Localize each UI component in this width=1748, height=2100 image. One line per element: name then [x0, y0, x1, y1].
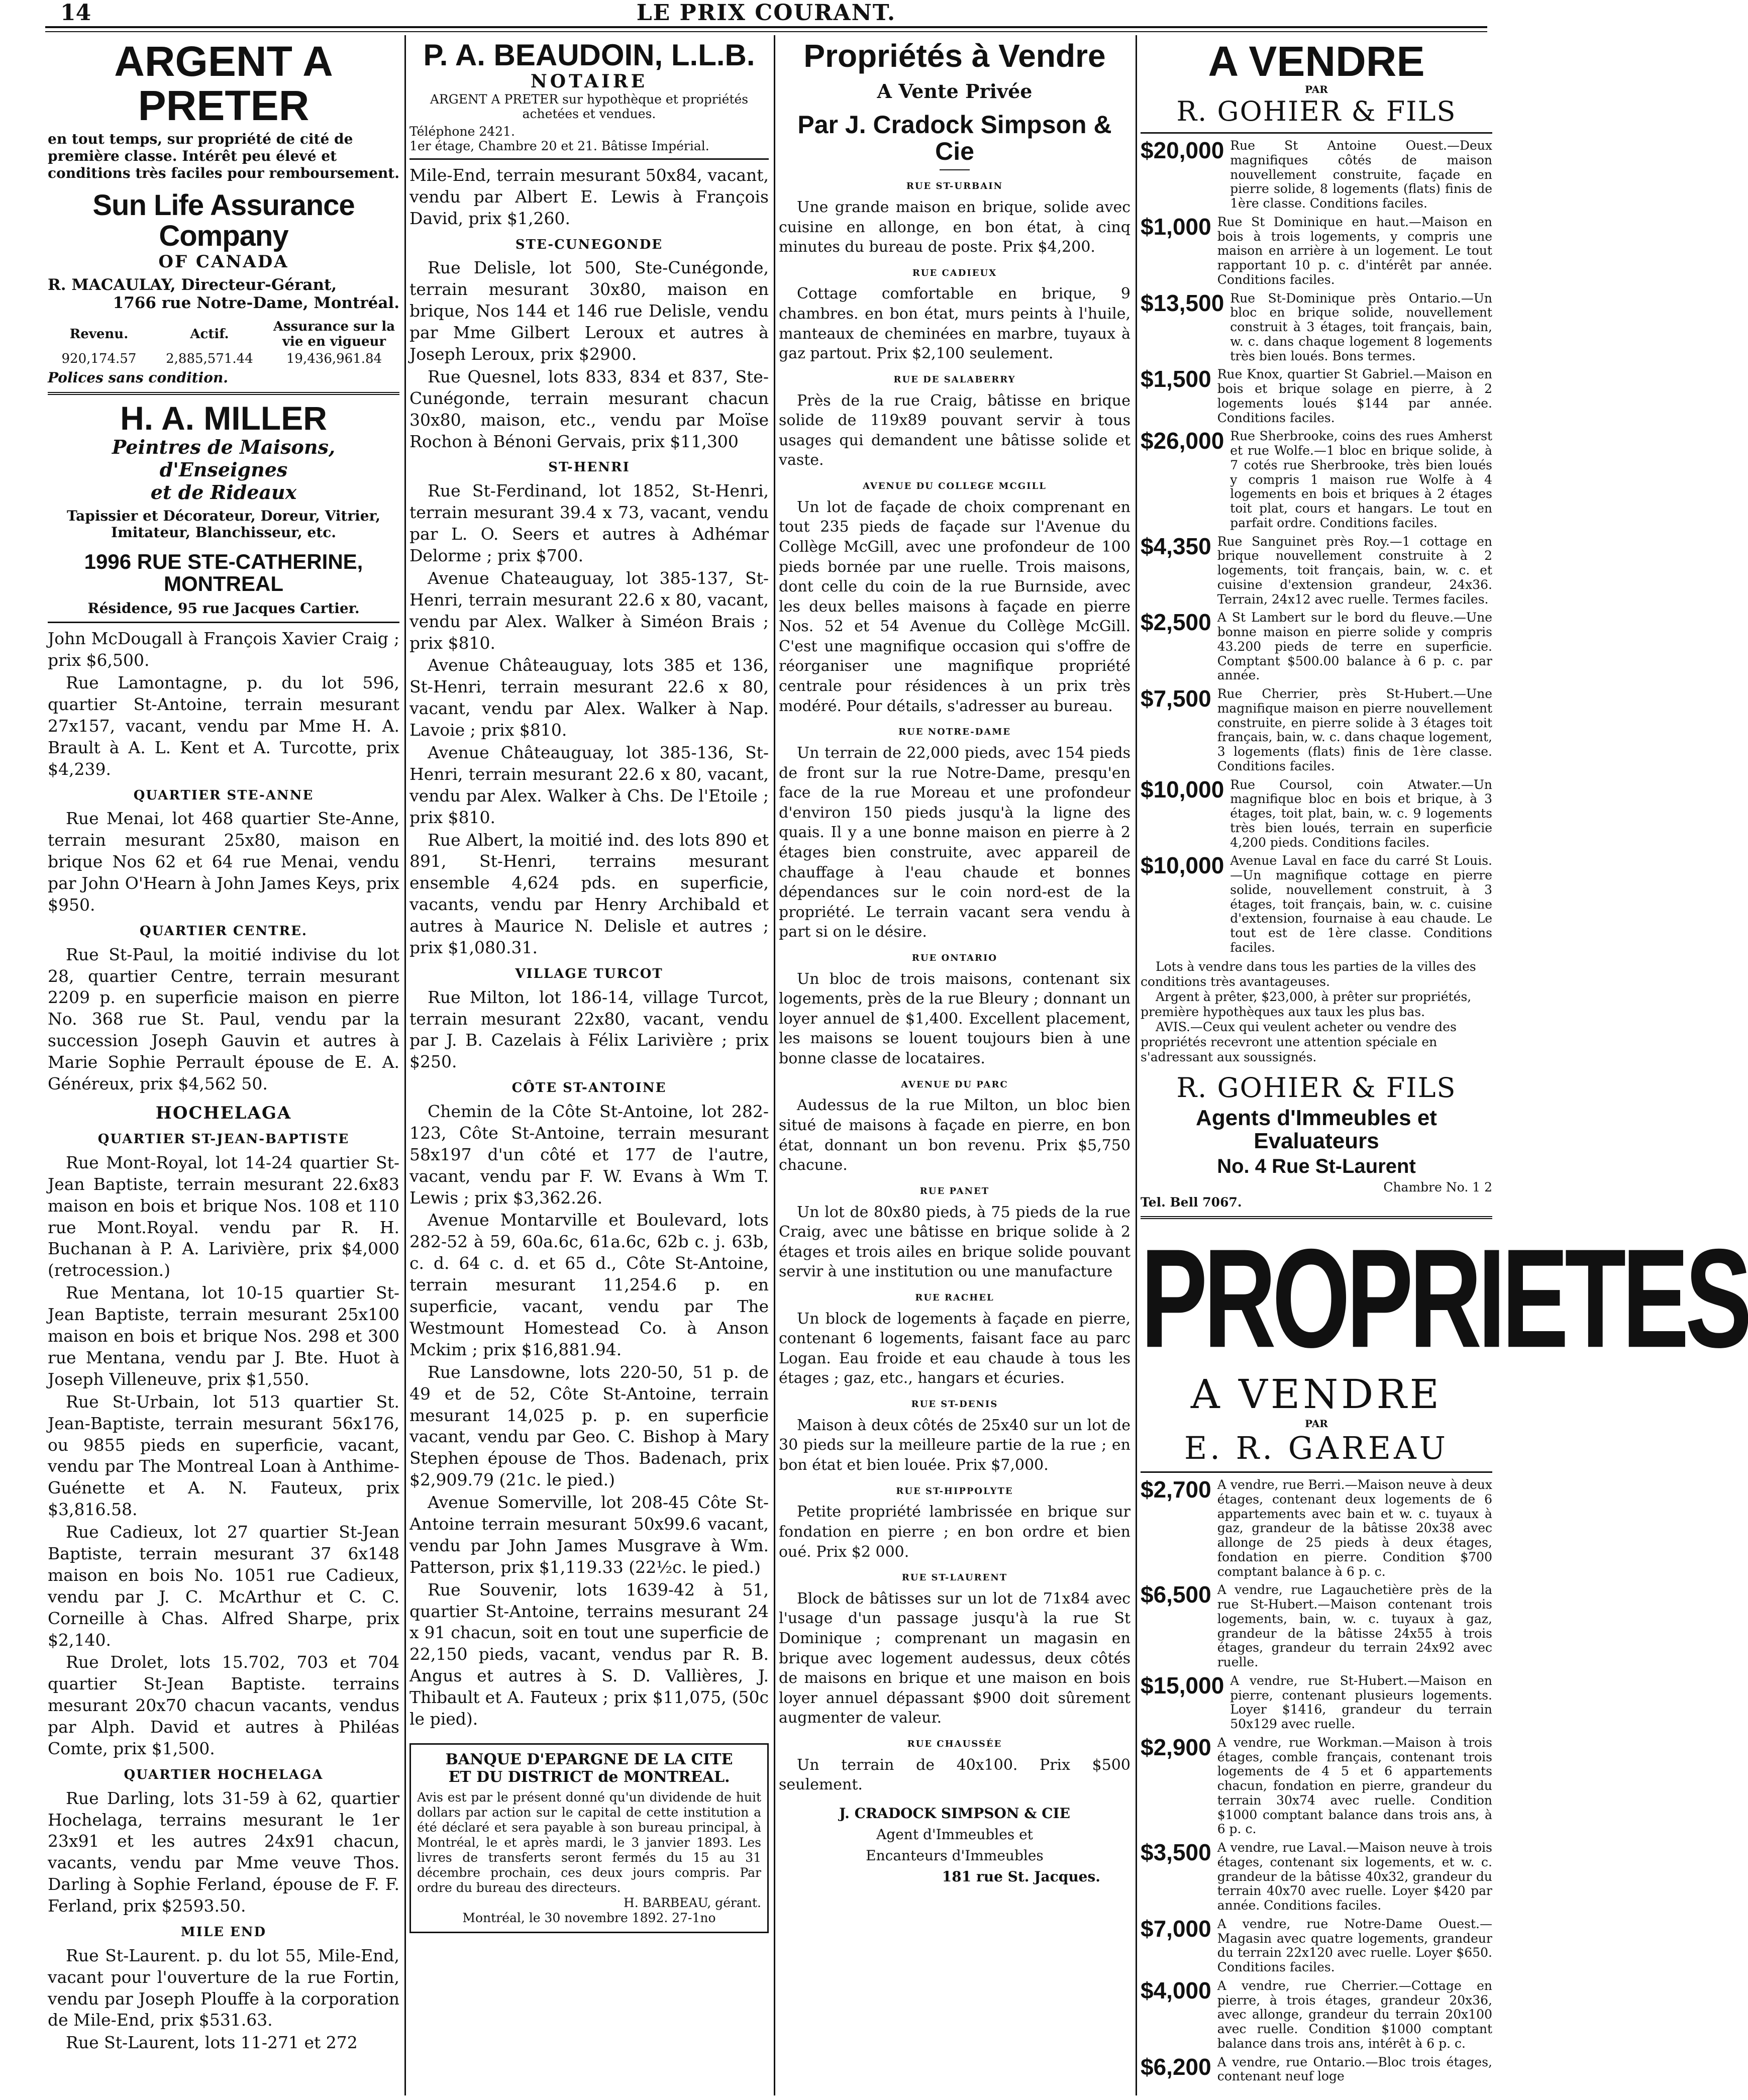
header-revenu: Revenu.: [69, 326, 129, 342]
sunlife-address: 1766 rue Notre-Dame, Montréal.: [113, 293, 399, 312]
sale-item: John McDougall à François Xavier Craig ; prix $6,500.: [48, 629, 399, 670]
masthead: [45, 0, 1487, 24]
street-heading: RUE CADIEUX: [912, 267, 997, 278]
lots-notice: Lots à vendre dans tous les parties de la villes des conditions très avantageuses.: [1141, 959, 1476, 989]
proprietes-by: Par J. Cradock Simpson & Cie: [797, 111, 1112, 165]
sale-item: Rue Albert, la moitié ind. des lots 890 et 891, St-Henri, terrains mesurant ensemble 4,624 pds. en superficie, vacants, vendu par Henry Archibald et autres à Maurice N. Delisle et autres ; prix $1,080.31.: [409, 830, 769, 957]
miller-trades: Tapissier et Décorateur, Doreur, Vitrier, Imitateur, Blanchisseur, etc.: [66, 508, 381, 541]
street-heading: RUE NOTRE-DAME: [898, 727, 1011, 738]
property-item: Une grande maison en brique, solide avec cuisine en allonge, en bon état, à cinq minutes du bureau de poste. Prix $4,200.: [779, 198, 1130, 256]
column-3: [779, 39, 1130, 2099]
sale-item: Rue Souvenir, lots 1639-42 à 51, quartier St-Antoine, terrains mesurant 24 x 91 chacun, soit en tout une superficie de 22,150 pieds, vacant, vendus par R. B. Angus et autres à S. D. Vallières, J. Thibault et A. Fauteux ; prix $11,075, (50c le pied).: [409, 1579, 769, 1729]
listing-price: $3,500: [1141, 1839, 1211, 1866]
listing-desc: Rue Knox, quartier St Gabriel.—Maison en bois et brique solage en pierre, à 2 logements loués $144 par année. Conditions faciles.: [1217, 367, 1492, 425]
sale-item: Rue St-Urbain, lot 513 quartier St. Jean-Baptiste, terrain mesurant 56x176, ou 9855 pieds en superficie, vacant, vendu par The Montreal Loan à Anthime-Guénette et A. N. Fauteux, prix $3,816.58.: [48, 1391, 399, 1520]
argent-title: ARGENT A PRETER: [114, 38, 333, 130]
bank-notice: [409, 1743, 769, 1933]
listing-price: $4,350: [1141, 533, 1211, 559]
property-item: Un block de logements à façade en pierre, contenant 6 logements, faisant face au parc Logan. Eau froide et eau chaude à tous les étages ; gaz, etc., hangars et écuries.: [779, 1310, 1130, 1387]
listing: [1141, 611, 1492, 683]
sale-item: Mile-End, terrain mesurant 50x84, vacant, vendu par Albert E. Lewis à François David, prix $1,260.: [409, 165, 769, 228]
section-heading: QUARTIER STE-ANNE: [133, 787, 314, 803]
listing-price: $10,000: [1141, 852, 1224, 879]
sale-item: Avenue Somerville, lot 208-45 Côte St-Antoine terrain mesurant 50x99.6 vacant, vendu par John James Musgrave à Wm. Patterson, prix $1,119.33 (22½c. le pied.): [409, 1492, 769, 1577]
listing: [1141, 1736, 1492, 1837]
column-4: [1141, 38, 1748, 2099]
section-heading: ST-HENRI: [548, 460, 630, 475]
header-actif: Actif.: [190, 326, 229, 342]
property-item: Un terrain de 40x100. Prix $500 seulement.: [779, 1756, 1130, 1794]
sunlife-title: Sun Life Assurance Company: [92, 189, 355, 253]
signature-line: Agent d'Immeubles et: [876, 1826, 1033, 1843]
listing: [1141, 1583, 1492, 1670]
listing: [1141, 1841, 1492, 1913]
section-heading: STE-CUNEGONDE: [515, 237, 663, 252]
listing: [1141, 139, 1492, 211]
listing-desc: A vendre, rue Ontario.—Bloc trois étages, contenant neuf loge: [1217, 2054, 1492, 2084]
sale-item: Avenue Châteauguay, lots 385 et 136, St-Henri, terrain mesurant 22.6 x 80, vacant, vendu par Alex. Walker à Nap. Lavoie ; prix $810.: [409, 655, 769, 740]
value-assurance: 19,436,961.84: [286, 351, 382, 366]
listing: [1141, 367, 1492, 425]
bank-text: Avis est par le présent donné qu'un dividende de huit dollars par action sur le capital de cette institution a été déclaré et sera payable à son bureau principal, à Montréal, le et après mardi, le 3 janvier 1893. Les livres de transferts seront fermés du 15 au 31 décembre prochain, ces deux jours compris. Par ordre du bureau des directeurs.: [417, 1789, 761, 1895]
sale-item: Rue Quesnel, lots 833, 834 et 837, Ste-Cunégonde, terrain mesurant chacun 30x80, maison, etc., vendu par Moïse Rochon à Bénoni Gervais, prix $11,300: [409, 366, 769, 451]
property-item: Maison à deux côtés de 25x40 sur un lot de 30 pieds sur la meilleure partie de la rue ; en bon état et bien louée. Prix $7,000.: [779, 1416, 1130, 1474]
sale-item: Avenue Chateauguay, lot 385-137, St-Henri, terrain mesurant 22.6 x 80, vacant, vendu par Alex. Walker à Siméon Brais ; prix $810.: [409, 568, 769, 653]
street-heading: AVENUE DU COLLEGE MCGILL: [863, 480, 1047, 491]
miller-address: 1996 RUE STE-CATHERINE, MONTREAL: [84, 550, 363, 596]
street-heading: RUE ST-HIPPOLYTE: [896, 1485, 1013, 1496]
sale-item: Rue St-Laurent, lots 11-271 et 272: [66, 2033, 358, 2053]
listing-desc: Rue Coursol, coin Atwater.—Un magnifique bloc en bois et brique, à 3 étages, toit plat, bain, w. c. 9 logements très bien loués, terrain en superficie 4,200 pieds. Conditions faciles.: [1230, 777, 1492, 850]
avis-notice: AVIS.—Ceux qui veulent acheter ou vendre des propriétés recevront une attention spéciale en s'adressant aux soussignés.: [1141, 1019, 1457, 1064]
column-divider: [404, 35, 406, 2095]
listing-desc: A vendre, rue St-Hubert.—Maison en pierre, contenant plusieurs logements. Loyer $1416, grandeur du terrain 50x129 avec ruelle.: [1230, 1673, 1492, 1732]
miller-subtitle-1: Peintres de Maisons, d'Enseignes: [112, 436, 336, 481]
listing-desc: Avenue Laval en face du carré St Louis.—Un magnifique cottage en pierre solide, nouvellement construit, à 3 étages, toit français, bain, w. c. cuisine d'extension, fournaise à eau chaude. Le tout est de 1ère classe. Conditions faciles.: [1230, 853, 1492, 955]
street-heading: RUE ST-URBAIN: [906, 181, 1003, 192]
listing: [1141, 215, 1492, 287]
beaudoin-office: 1er étage, Chambre 20 et 21. Bâtisse Impérial.: [409, 139, 709, 153]
listing-desc: A vendre, rue Notre-Dame Ouest.—Magasin avec quatre logements, grandeur du terrain 22x120 avec ruelle. Loyer $650. Conditions faciles.: [1217, 1916, 1492, 1975]
listing: [1141, 429, 1492, 530]
signature-address: 181 rue St. Jacques.: [942, 1868, 1100, 1885]
value-actif: 2,885,571.44: [166, 351, 253, 366]
listing-price: $20,000: [1141, 137, 1224, 164]
sunlife-subtitle: OF CANADA: [158, 251, 289, 272]
listing: [1141, 687, 1492, 774]
sunlife-note: Polices sans condition.: [48, 369, 229, 386]
listing-desc: A vendre, rue Workman.—Maison à trois étages, comble français, contenant trois logements de 4 5 et 6 appartements chacun, fondation en pierre, grandeur du terrain 30x74 avec ruelle. Condition $1000 comptant balance dans trois ans, à 6 p. c.: [1217, 1735, 1492, 1837]
bank-date: Montréal, le 30 novembre 1892. 27-1no: [462, 1910, 716, 1925]
argent-text: en tout temps, sur propriété de cité de première classe. Intérêt peu élevé et conditions très faciles pour remboursement.: [48, 131, 399, 181]
street-heading: RUE ST-DENIS: [911, 1399, 998, 1410]
listing: [1141, 1674, 1492, 1732]
listing-price: $1,500: [1141, 366, 1211, 392]
column-1: [48, 39, 399, 2099]
property-item: Audessus de la rue Milton, un bloc bien situé de maisons à façade en pierre, en bon état, donnant un bon revenu. Prix $5,750 chacune.: [779, 1096, 1130, 1174]
section-heading: MILE END: [180, 1925, 267, 1940]
listing-desc: Rue Cherrier, près St-Hubert.—Une magnifique maison en pierre nouvellement construite, en pierre solide à 3 étages toit français, bain, w. c. dans chaque logement, 3 logements (flats) finis de 1ère classe. Conditions faciles.: [1217, 686, 1492, 773]
masthead-rule-thin: [45, 31, 1487, 32]
section-heading: QUARTIER HOCHELAGA: [124, 1767, 324, 1782]
listing-desc: A St Lambert sur le bord du fleuve.—Une bonne maison en pierre solide y compris 43.200 pieds de terre en superficie. Comptant $500.00 balance à 6 p. c. par année.: [1217, 610, 1492, 683]
listing-desc: A vendre, rue Laval.—Maison neuve à trois étages, contenant six logements, et w. c. grandeur de la bâtisse 40x32, grandeur du terrain 40x70 avec ruelle. Loyer $420 par année. Conditions faciles.: [1217, 1840, 1492, 1913]
miller-residence: Résidence, 95 rue Jacques Cartier.: [87, 600, 360, 617]
beaudoin-notaire: NOTAIRE: [530, 71, 648, 92]
property-item: Petite propriété lambrissée en brique sur fondation en pierre ; en bon ordre et bien oué. Prix $2 000.: [779, 1503, 1130, 1561]
masthead-rule: [45, 26, 1487, 28]
listing-desc: A vendre, rue Berri.—Maison neuve à deux étages, contenant deux logements de 6 appartements avec bain et w. c. tuyaux à gaz, grandeur de la bâtisse 20x38 avec allonge de 25 pieds à deux étages, fondation en pierre. Condition $700 comptant balance à 6 p. c.: [1217, 1477, 1492, 1579]
street-heading: RUE ST-LAURENT: [901, 1572, 1008, 1583]
gohier-agents: Agents d'Immeubles et Evaluateurs: [1196, 1105, 1437, 1153]
gareau-listings: [1141, 1478, 1492, 2084]
street-heading: RUE DE SALABERRY: [893, 374, 1016, 385]
page-number: 14: [60, 0, 91, 26]
sale-item: Chemin de la Côte St-Antoine, lot 282-123, Côte St-Antoine, terrain mesurant 58x197 d'un côté et 177 de l'autre, vacant, vendu par F. W. Evans à Wm T. Lewis ; prix $3,362.26.: [409, 1102, 769, 1208]
column-2: [409, 39, 769, 2099]
bank-signer: H. BARBEAU, gérant.: [623, 1895, 761, 1910]
value-revenu: 920,174.57: [61, 351, 137, 366]
proprietes-title: Propriétés à Vendre: [803, 38, 1106, 74]
sales-list-1: [48, 628, 399, 2054]
sale-item: Rue Menai, lot 468 quartier Ste-Anne, terrain mesurant 25x80, maison en brique Nos 62 et 64 rue Menai, vendu par John O'Hearn à John James Keys, prix $950.: [48, 809, 399, 915]
listing-price: $2,500: [1141, 609, 1211, 636]
property-item: Cottage comfortable en brique, 9 chambres. en bon état, murs peints à l'huile, manteaux de cheminées en marbre, tuyaux à gaz partout. Prix $2,100 seulement.: [779, 285, 1130, 363]
cradock-signature: [779, 1803, 1130, 1887]
property-item: Block de bâtisses sur un lot de 71x84 avec l'usage d'un passage jusqu'à la rue St Dominique ; comprenant un magasin en brique avec logement audessus, deux côtés de maisons en brique et une maison en bois loyer annuel dépassant $900 doit sûrement augmenter de valeur.: [779, 1589, 1130, 1727]
proprietes-big-sub: A VENDRE: [1190, 1371, 1443, 1418]
street-heading: RUE PANET: [919, 1185, 990, 1196]
listing-price: $26,000: [1141, 428, 1224, 454]
sale-item: Rue Mentana, lot 10-15 quartier St-Jean Baptiste, terrain mesurant 25x100 maison en bois et brique Nos. 298 et 300 rue Mentana, vendu par J. Bte. Huot à Joseph Villeneuve, prix $1,550.: [48, 1283, 399, 1389]
listing-price: $7,500: [1141, 685, 1211, 712]
sale-item: Rue St-Laurent. p. du lot 55, Mile-End, vacant pour l'ouverture de la rue Fortin, vendu par Joseph Plouffe à la corporation de Mile-End, prix $531.63.: [48, 1945, 399, 2030]
sale-item: Rue Cadieux, lot 27 quartier St-Jean Baptiste, terrain mesurant 37 6x148 maison en bois No. 1051 rue Cadieux, vendu par J. C. McArthur et C. C. Corneille à Chas. Alfred Sharpe, prix $2,140.: [48, 1522, 399, 1650]
listing: [1141, 2055, 1492, 2084]
street-heading: AVENUE DU PARC: [901, 1079, 1008, 1090]
listing-price: $6,200: [1141, 2053, 1211, 2080]
property-item: Un lot de 80x80 pieds, à 75 pieds de la rue Craig, avec une bâtisse en brique solide à 2 étages et trois ailes en brique solide pouvant servir à une institution ou une manufacture: [779, 1203, 1130, 1281]
beaudoin-phone: Téléphone 2421.: [409, 124, 515, 139]
section-heading: VILLAGE TURCOT: [515, 966, 663, 981]
listing-desc: A vendre, rue Lagauchetière près de la rue St-Hubert.—Maison contenant trois logements, bain, w. c. tuyaux à gaz, grandeur de la bâtisse 24x55 à trois étages, grandeur du terrain 24x92 avec ruelle.: [1217, 1582, 1492, 1670]
listing-desc: Rue St-Dominique près Ontario.—Un bloc en brique solide, nouvellement construit à 3 étages, toit français, bain, w. c. dans chaque logement 8 logements très bien loués. Bons termes.: [1230, 290, 1492, 363]
listing-desc: Rue St Dominique en haut.—Maison en bois à trois logements, y compris une maison en arrière à un logement. Le tout rapportant 10 p. c. d'intérêt par année. Conditions faciles.: [1217, 214, 1492, 287]
street-heading: RUE CHAUSSÉE: [907, 1739, 1002, 1749]
sale-item: Rue Mont-Royal, lot 14-24 quartier St-Jean Baptiste, terrain mesurant 22.6x83 maison en bois et brique Nos. 108 et 110 rue Mont.Royal. vendu par R. H. Buchanan à P. A. Larivière, prix $4,000 (retrocession.): [48, 1152, 399, 1280]
property-item: Près de la rue Craig, bâtisse en brique solide de 119x89 pouvant servir à tous usages qui demandent une bâtisse solide et vaste.: [779, 391, 1130, 469]
listing-price: $2,900: [1141, 1734, 1211, 1760]
gohier-address: No. 4 Rue St-Laurent: [1217, 1155, 1416, 1178]
gohier-firm: R. GOHIER & FILS: [1176, 95, 1457, 128]
section-heading: QUARTIER CENTRE.: [140, 923, 307, 939]
sale-item: Rue St-Paul, la moitié indivise du lot 28, quartier Centre, terrain mesurant 2209 p. en superficie maison en pierre No. 368 rue St. Paul, vendu par la succession Joseph Gauvin et autres à Marie Sophie Perrault épouse de E. A. Généreux, prix $4,562 50.: [48, 944, 399, 1094]
signature-firm: J. CRADOCK SIMPSON & CIE: [839, 1805, 1070, 1822]
proprietes-big-title: PROPRIETES: [1141, 1220, 1748, 1377]
listing-desc: Rue Sanguinet près Roy.—1 cottage en brique nouvellement construite à 2 logements, toit français, bain, w. c. et cuisine d'extension grandeur, 24x36. Terrain, 24x12 avec ruelle. Termes faciles.: [1217, 534, 1492, 607]
sale-item: Rue Lansdowne, lots 220-50, 51 p. de 49 et de 52, Côte St-Antoine, terrain mesurant 14,025 p. p. en superficie vacant, vendu par Geo. C. Bishop à Mary Stephen épouse de Thos. Badenach, prix $2,909.79 (21c. le pied.): [409, 1362, 769, 1490]
signature-line: Encanteurs d'Immeubles: [866, 1847, 1044, 1864]
proprietes-subtitle: A Vente Privée: [877, 80, 1033, 103]
sale-item: Rue Lamontagne, p. du lot 596, quartier St-Antoine, terrain mesurant 27x157, vacant, vendu par Mme H. A. Brault à A. L. Kent et A. Turcotte, prix $4,239.: [48, 673, 399, 779]
listing-desc: A vendre, rue Cherrier.—Cottage en pierre, à trois étages, grandeur 20x36, avec allonge, grandeur du terrain 20x100 avec ruelle. Condition $1000 comptant balance dans trois ans, intérêt à 6 p. c.: [1217, 1978, 1492, 2051]
listing: [1141, 1979, 1492, 2051]
property-list: [779, 180, 1130, 1795]
street-heading: RUE RACHEL: [915, 1292, 994, 1303]
sale-item: Rue Milton, lot 186-14, village Turcot, terrain mesurant 22x80, vacant, vendu par J. B. Cazelais à Félix Larivière ; prix $250.: [409, 987, 769, 1072]
listing-price: $15,000: [1141, 1672, 1224, 1698]
sunlife-table: [48, 318, 399, 367]
property-item: Un bloc de trois maisons, contenant six logements, près de la rue Bleury ; donnant un loyer annuel de $1,400. Excellent placement, les maisons se louent toujours bien à une bonne classe de locataires.: [779, 970, 1130, 1068]
sale-item: Rue Delisle, lot 500, Ste-Cunégonde, terrain mesurant 30x80, maison en brique, Nos 144 et 146 rue Delisle, vendu par Mme Gilbert Leroux et autres à Joseph Leroux, prix $2900.: [409, 258, 769, 364]
argent-notice: Argent à prêter, $23,000, à prêter sur propriétés, première hypothèques aux taux les plus bas.: [1141, 989, 1472, 1019]
listing-desc: Rue St Antoine Ouest.—Deux magnifiques côtés de maison nouvellement construite, façade en pierre solide, 8 logements (flats) finis de 1ère classe. Conditions faciles.: [1230, 138, 1492, 211]
sale-item: Avenue Châteauguay, lot 385-136, St-Henri, terrain mesurant 22.6 x 80, vacant, vendu par Alex. Walker à Chs. De l'Etoile ; prix $810.: [409, 742, 769, 827]
sale-item: Avenue Montarville et Boulevard, lots 282-52 à 59, 60a.6c, 61a.6c, 62b c. j. 63b, c. d. 64 c. d. et 65 d., Côte St-Antoine, terrain mesurant 11,254.6 p. en superficie, vacant, vendu par The Westmount Homestead Co. à Anson Mckim ; prix $16,881.94.: [409, 1210, 769, 1359]
listing: [1141, 291, 1492, 364]
listing-price: $6,500: [1141, 1581, 1211, 1608]
a-vendre-title: A VENDRE: [1208, 38, 1425, 85]
gohier-tel: Tel. Bell 7067.: [1141, 1195, 1242, 1210]
miller-title: H. A. MILLER: [120, 399, 327, 437]
listing-price: $4,000: [1141, 1977, 1211, 2004]
sunlife-director: R. MACAULAY, Directeur-Gérant,: [48, 275, 337, 294]
listing: [1141, 1478, 1492, 1579]
sale-item: Rue Darling, lots 31-59 à 62, quartier Hochelaga, terrains mesurant le 1er 23x91 et les autres 24x91 chacun, vacants, vendu par Mme veuve Thos. Darling à Sophie Ferland, épouse de F. F. Ferland, prix $2593.50.: [48, 1788, 399, 1916]
section-heading: CÔTE ST-ANTOINE: [511, 1080, 667, 1096]
listing-price: $7,000: [1141, 1915, 1211, 1942]
listing-price: $2,700: [1141, 1476, 1211, 1503]
listing: [1141, 854, 1492, 955]
listing-price: $1,000: [1141, 213, 1211, 240]
gohier-chambre: Chambre No. 1 2: [1383, 1180, 1492, 1195]
listing-price: $13,500: [1141, 289, 1224, 316]
par-label: PAR: [1305, 83, 1328, 96]
miller-subtitle-2: et de Rideaux: [150, 481, 297, 504]
listing-desc: Rue Sherbrooke, coins des rues Amherst et rue Wolfe.—1 bloc en brique solide, à 7 cotés rue Sherbrooke, très bien loués y compris 1 maison rue Wolfe à 4 logements en bois et briques à 2 étages toit plat, cours et hangars. Le tout en parfait ordre. Conditions faciles.: [1230, 429, 1492, 530]
sale-item: Rue St-Ferdinand, lot 1852, St-Henri, terrain mesurant 39.4 x 73, vacant, vendu par L. O. Seers et autres à Adhémar Delorme ; prix $700.: [409, 481, 769, 565]
column-divider: [1136, 35, 1137, 2095]
beaudoin-title: P. A. BEAUDOIN, L.L.B.: [423, 38, 755, 72]
listing-price: $10,000: [1141, 776, 1224, 803]
sale-item: Rue Drolet, lots 15.702, 703 et 704 quartier St-Jean Baptiste. terrains mesurant 20x70 chacun vacants, vendus par Alph. David et autres à Philéas Comte, prix $1,500.: [48, 1652, 399, 1758]
par-label-2: PAR: [1305, 1418, 1328, 1430]
listing: [1141, 535, 1492, 607]
gareau-name: E. R. GAREAU: [1184, 1430, 1449, 1467]
gohier-firm-2: R. GOHIER & FILS: [1176, 1071, 1457, 1104]
gohier-listings: [1141, 139, 1492, 955]
newspaper-title: LE PRIX COURANT.: [636, 0, 896, 26]
street-heading: RUE ONTARIO: [911, 952, 998, 963]
property-item: Un terrain de 22,000 pieds, avec 154 pieds de front sur la rue Notre-Dame, presqu'en face de la rue Moreau et une profondeur d'environ 150 pieds jusqu'à la ligne des quais. Il y a une bonne maison en pierre à 2 étages bien construite, avec appareil de chauffage à l'eau chaude et bonnes dépendances sur le coin nord-est de la propriété. Le terrain vacant sera vendu à part si on le désire.: [779, 744, 1130, 941]
section-heading: QUARTIER ST-JEAN-BAPTISTE: [97, 1132, 350, 1147]
listing: [1141, 1917, 1492, 1975]
column-divider: [774, 35, 775, 2095]
beaudoin-text: ARGENT A PRETER sur hypothèque et propriétés achetées et vendues.: [430, 92, 749, 121]
section-heading: HOCHELAGA: [155, 1103, 292, 1123]
bank-title-2: ET DU DISTRICT de MONTREAL.: [448, 1768, 730, 1786]
header-assurance: Assurance sur la vie en vigueur: [273, 319, 395, 349]
bank-title-1: BANQUE D'EPARGNE DE LA CITE: [445, 1750, 733, 1768]
property-item: Un lot de façade de choix comprenant en tout 235 pieds de façade sur l'Avenue du Collège McGill, avec une profondeur de 100 pieds bornée par une ruelle. Trois maisons, dont celle du coin de la rue Burnside, avec les deux belles maisons à façade en pierre Nos. 52 et 54 Avenue du Collège McGill. C'est une magnifique occasion qui s'offre de réorganiser une magnifique propriété centrale pour résidences à un prix très modéré. Pour détails, s'adresser au bureau.: [779, 498, 1130, 715]
listing: [1141, 778, 1492, 850]
sales-list-2: [409, 165, 769, 1730]
